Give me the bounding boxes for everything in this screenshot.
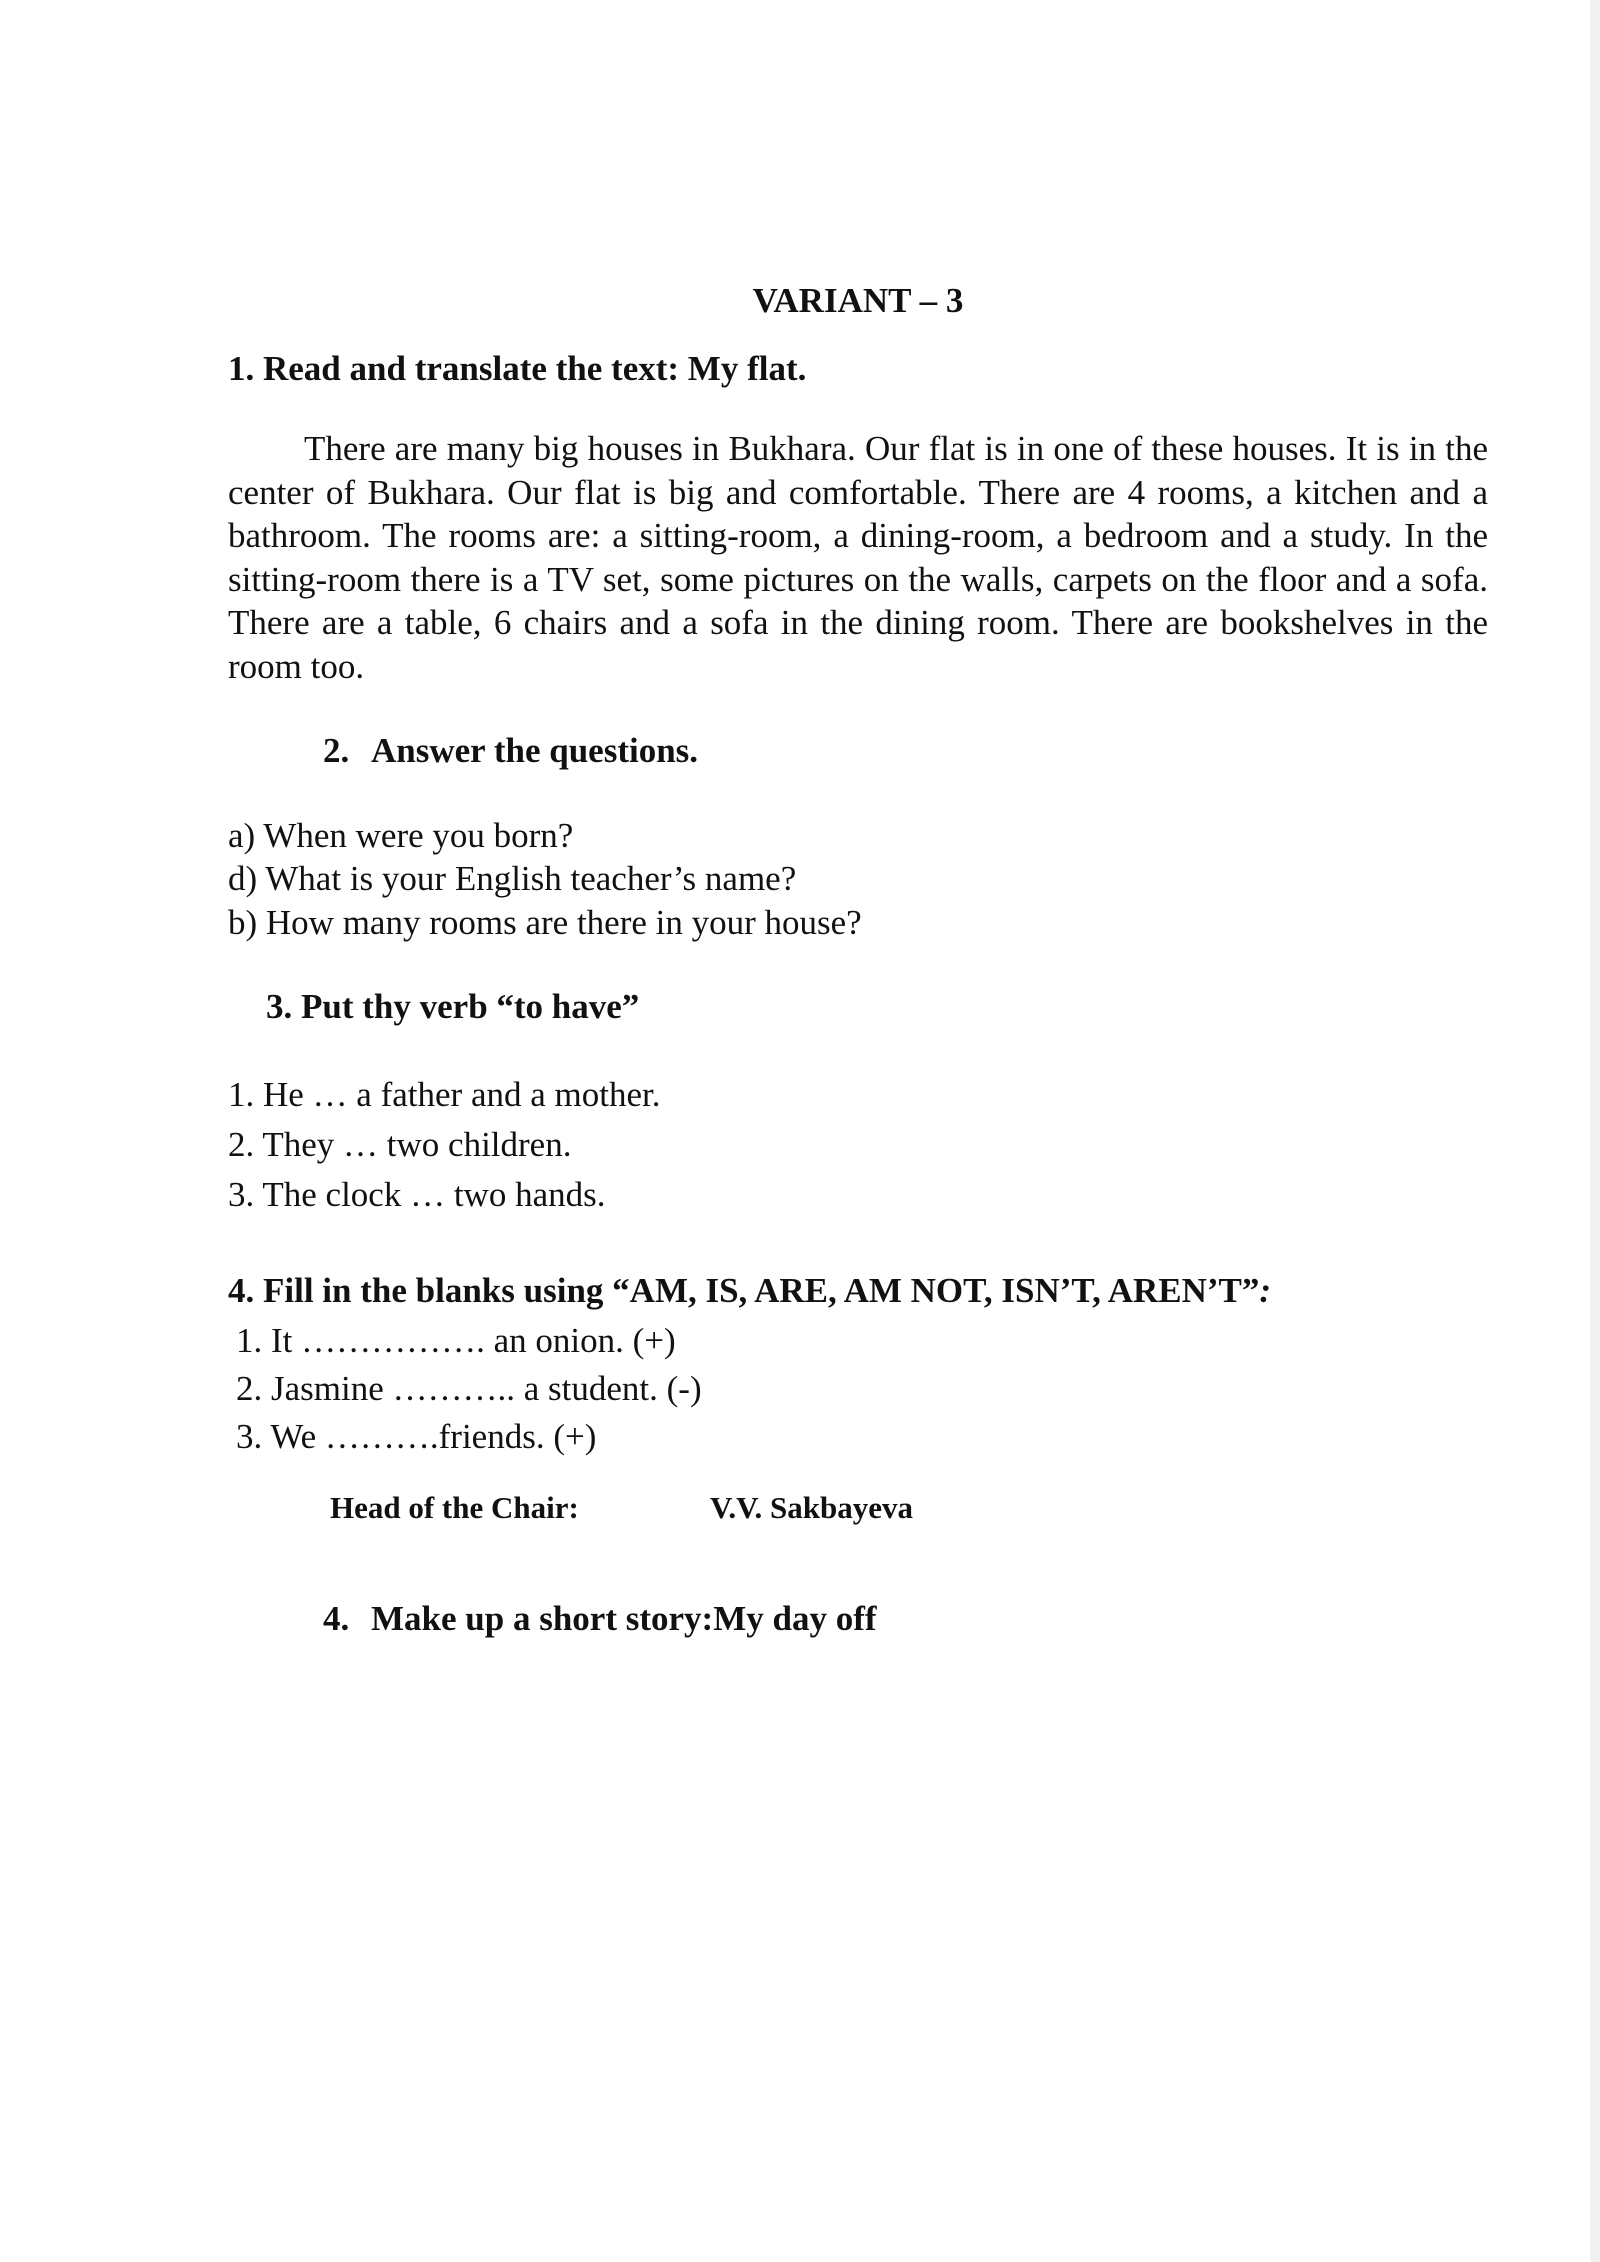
section1-heading: 1. Read and translate the text: My flat. [228, 348, 807, 388]
section5-heading [228, 1596, 1488, 1642]
verb-exercise-item: 3. The clock … two hands. [228, 1174, 606, 1214]
question-item: b) How many rooms are there in your house? [228, 902, 862, 942]
section3-heading: 3. Put thy verb “to have” [266, 987, 640, 1026]
section4-heading [228, 1268, 1488, 1314]
verb-exercise-item: 2. They … two children. [228, 1124, 572, 1164]
document-title: VARIANT – 3 [752, 281, 964, 320]
signature-line [330, 1490, 913, 1526]
section4-heading-colon: : [1259, 1270, 1272, 1310]
section2-heading-text: Answer the questions. [371, 731, 699, 770]
section5-number: 4. [323, 1599, 350, 1638]
section2-number: 2. [323, 731, 350, 770]
section2-heading [228, 728, 1488, 774]
signature-role: Head of the Chair: [330, 1490, 579, 1525]
document-page [228, 278, 1488, 1642]
question-item: a) When were you born? [228, 815, 574, 855]
section1-text: There are many big houses in Bukhara. Our flat is in one of these houses. It is in the center of Bukhara. Our flat is big and comfortable. There are 4 rooms, a kitchen and a bathroom. The rooms are: a sitting-room, a dining-room, a bedroom and a study. In the sitting-room there is a TV set, some pictures on the walls, carpets on the floor and a sofa. There are a table, 6 chairs and a sofa in the dining room. There are bookshelves in the room too. [228, 429, 1488, 686]
verb-exercise-item: 1. He … a father and a mother. [228, 1074, 661, 1114]
fill-blank-item: 1. It ……………. an onion. (+) [236, 1321, 676, 1360]
section4-heading-text: 4. Fill in the blanks using “AM, IS, ARE, AM NOT, ISN’T, AREN’T” [228, 1270, 1260, 1310]
signature-name: V.V. Sakbayeva [710, 1490, 914, 1525]
question-item: d) What is your English teacher’s name? [228, 859, 797, 898]
questions-list [228, 814, 1488, 945]
fill-blank-item: 2. Jasmine ……….. a student. (-) [236, 1369, 702, 1408]
verb-exercise-list [228, 1070, 1488, 1220]
fill-blanks-list [228, 1317, 1488, 1461]
section5-heading-text: Make up a short story:My day off [371, 1599, 877, 1638]
page-edge-shadow [1590, 0, 1600, 2262]
fill-blank-item: 3. We ……….friends. (+) [236, 1417, 597, 1456]
